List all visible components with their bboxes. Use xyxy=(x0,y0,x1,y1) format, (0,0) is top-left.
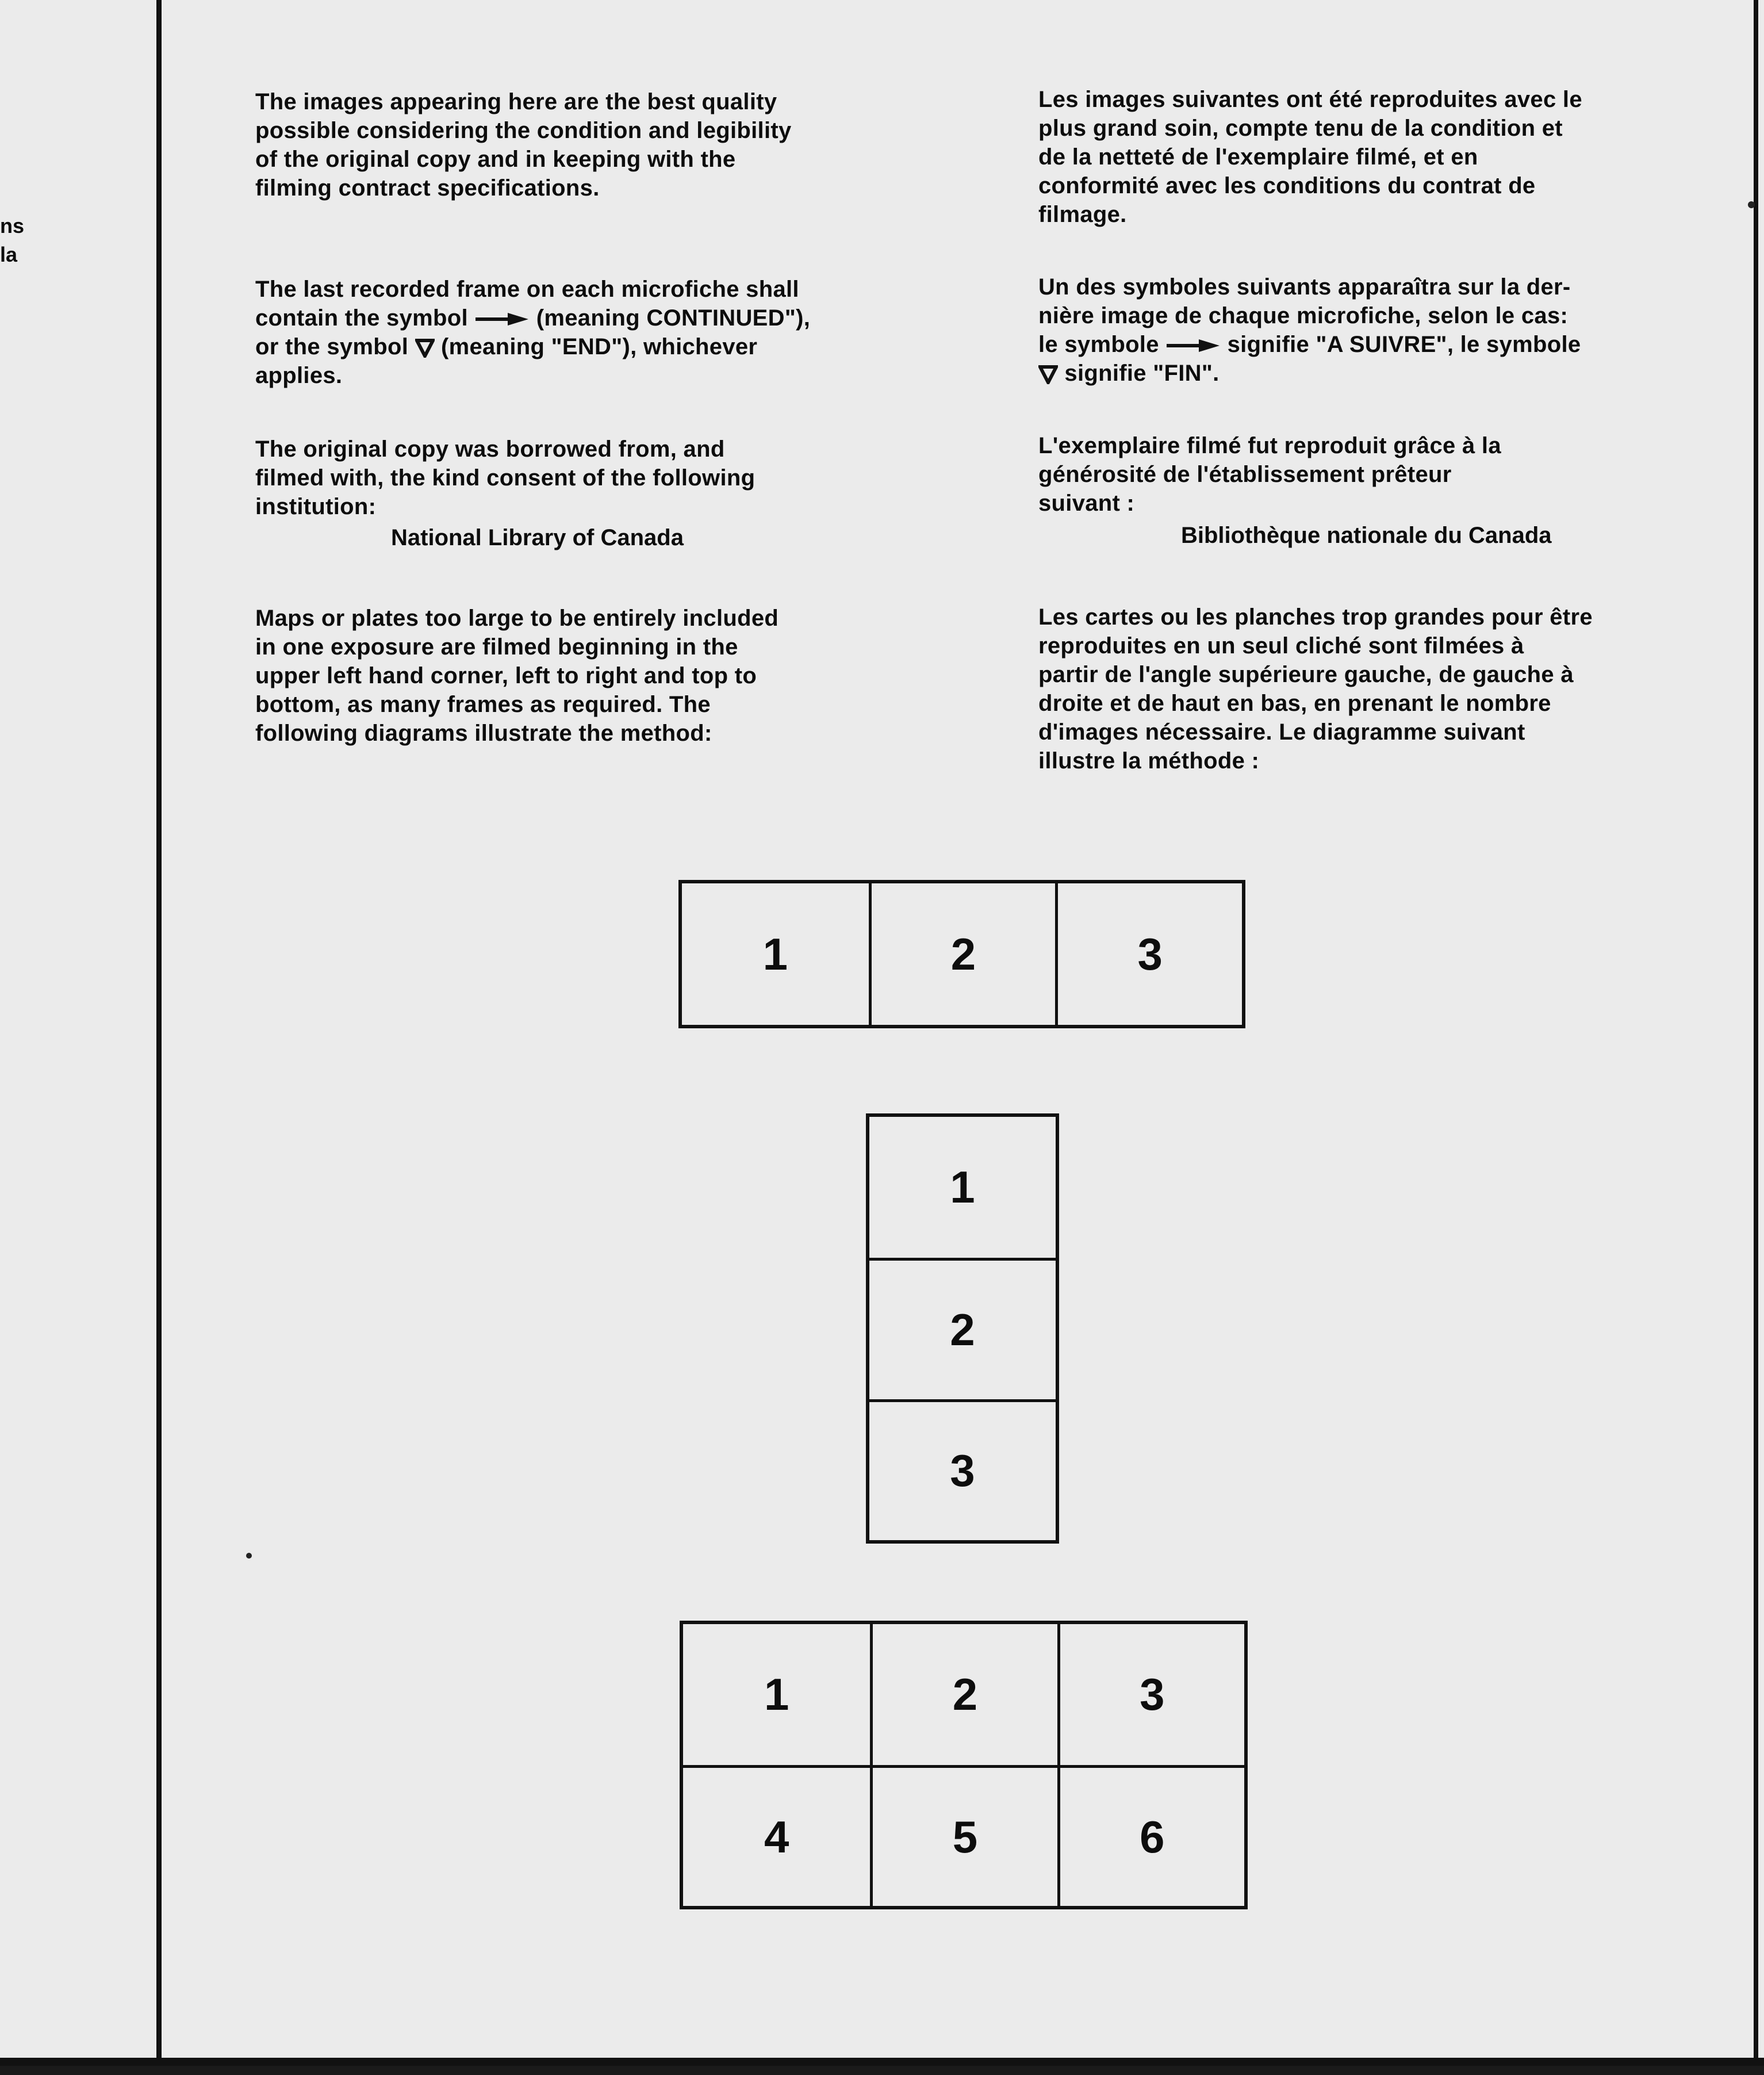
english-symbol-text: (meaning "END"), whichever xyxy=(441,334,758,359)
bottom-film-edge xyxy=(0,2066,1764,2075)
vertical-frame-diagram xyxy=(866,1113,1059,1544)
diagram-cell: 3 xyxy=(869,1399,1056,1540)
french-symbol-line xyxy=(1038,359,1581,388)
diagram-cell: 4 xyxy=(683,1765,870,1906)
arrow-icon xyxy=(474,312,530,327)
diagram-cell: 5 xyxy=(870,1765,1057,1906)
french-symbol-line xyxy=(1038,330,1581,359)
left-frame-line xyxy=(156,0,162,2065)
english-symbol-text: (meaning CONTINUED"), xyxy=(536,305,811,331)
french-quality-paragraph: Les images suivantes ont été reproduites avec le plus grand soin, compte tenu de la condition et de la netteté de l'exemplaire filmé, et en conformité avec les conditions du contrat de filmage. xyxy=(1038,87,1582,227)
french-institution-paragraph: L'exemplaire filmé fut reproduit grâce à la générosité de l'établissement prêteur suivant : xyxy=(1038,433,1501,516)
french-symbol-paragraph xyxy=(1038,273,1581,388)
french-symbol-text: le symbole xyxy=(1038,332,1159,357)
english-maps-paragraph: Maps or plates too large to be entirely included in one exposure are filmed beginning in the upper left hand corner, left to right and top to bottom, as many frames as required. The following diagrams illustrate the method: xyxy=(255,606,779,746)
margin-fragment: la xyxy=(0,243,18,266)
french-maps-paragraph: Les cartes ou les planches trop grandes pour être reproduites en un seul cliché sont filmées à partir de l'angle supérieure gauche, de gauche à droite et de haut en bas, en prenant le nombre d'images nécessaire. Le diagramme suivant illustre la méthode : xyxy=(1038,604,1593,774)
french-symbol-line: nière image de chaque microfiche, selon le cas: xyxy=(1038,303,1569,328)
english-symbol-paragraph xyxy=(255,275,810,390)
english-symbol-line: The last recorded frame on each microfiche shall xyxy=(255,277,799,302)
diagram-cell: 1 xyxy=(950,1162,975,1213)
horizontal-frame-diagram xyxy=(678,880,1245,1028)
french-symbol-text: signifie "A SUIVRE", le symbole xyxy=(1227,332,1581,357)
diagram-cell: 2 xyxy=(869,1258,1056,1399)
grid-frame-diagram xyxy=(680,1621,1248,1909)
english-symbol-text: contain the symbol xyxy=(255,305,468,331)
diagram-cell: 2 xyxy=(870,1624,1057,1765)
film-speck xyxy=(1748,201,1755,208)
diagram-cell: 3 xyxy=(1055,883,1242,1025)
diagram-cell: 1 xyxy=(762,928,788,979)
english-quality-paragraph: The images appearing here are the best quality possible considering the condition and legibility of the original copy and in keeping with the filming contract specifications. xyxy=(255,89,792,201)
margin-fragment: ns xyxy=(0,214,25,238)
english-symbol-text: or the symbol xyxy=(255,334,409,359)
diagram-cell: 2 xyxy=(869,883,1056,1025)
arrow-icon xyxy=(1165,338,1221,353)
diagram-cell: 1 xyxy=(764,1669,789,1720)
english-symbol-line xyxy=(255,304,810,332)
triangle-down-icon xyxy=(1038,365,1058,384)
french-symbol-text: signifie "FIN". xyxy=(1064,361,1220,386)
french-institution-name: Bibliothèque nationale du Canada xyxy=(1181,523,1552,548)
english-institution-paragraph: The original copy was borrowed from, and filmed with, the kind consent of the following institution: xyxy=(255,437,756,519)
french-symbol-line: Un des symboles suivants apparaîtra sur la der- xyxy=(1038,274,1571,300)
english-institution-name: National Library of Canada xyxy=(391,525,684,550)
right-frame-line xyxy=(1754,0,1758,2065)
bottom-frame-line xyxy=(0,2058,1764,2066)
film-speck xyxy=(246,1553,252,1559)
diagram-cell: 3 xyxy=(1057,1624,1244,1765)
diagram-cell: 6 xyxy=(1057,1765,1244,1906)
triangle-down-icon xyxy=(415,338,435,358)
english-symbol-line xyxy=(255,332,810,361)
english-symbol-line: applies. xyxy=(255,363,343,388)
